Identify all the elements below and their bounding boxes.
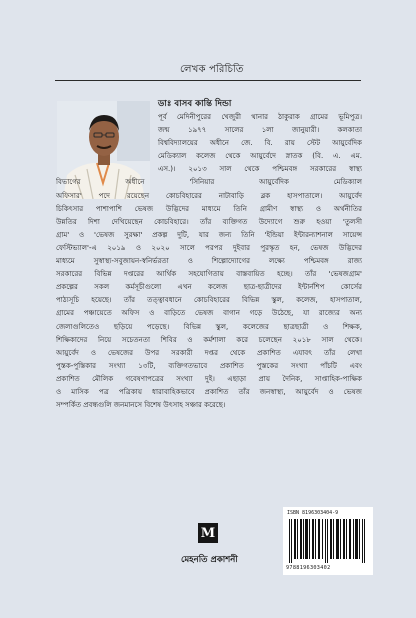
bio-line: আয়ুর্বেদ ও ভেষজের উপর সরকারী দপ্তর থেকে প্রকাশিত এযাবৎ তাঁর লেখা — [56, 347, 362, 357]
bio-line: ও মাসিক পত্র পত্রিকায় ধারাবাহিকভাবে প্রকাশিত তাঁর জনস্বাস্থ্য, আয়ুর্বেদ ও ভেষজ — [56, 386, 362, 396]
author-name: ডাঃ বাসব কান্তি দিন্ডা — [158, 99, 232, 109]
bio-line: জেলাগুলিতেও ছড়িয়ে পড়েছে। বিভিন্ন স্কুল, কলেজের ছাত্রছাত্রী ও শিক্ষক, — [56, 321, 362, 331]
bio-line: পুস্তক-পুস্তিকার সংখ্যা ১৩টি, ব্যক্তিগতভাবে প্রকাশিত পুস্তকের সংখ্যা পাঁচটি এবং — [56, 360, 362, 370]
bio-line: উন্নতির দিশা দেখিয়েছেন কোচবিহারে। তাঁর ব্যক্তিগত উদ্যোগে শুরু হওয়া 'তুলসী — [56, 216, 362, 226]
isbn-label: ISBN 8196303404-9 — [287, 510, 339, 516]
bio-line: গ্রাম' ও 'ভেষজ সুরক্ষা' প্রকল্প দুটি, যার জন্য তিনি 'ইন্ডিয়া ইন্টারন্যাশনাল সায়েন্স — [56, 229, 362, 239]
isbn-barcode-box — [283, 507, 373, 575]
bio-line: প্রকল্পের সকল কর্মসূচীগুলো এখন কলেজ ছাত্র-ছাত্রীদের ইন্টার্নশিপ কোর্সের — [56, 282, 362, 292]
bio-line: পূর্ব মেদিনীপুরের খেজুরী থানার ঠাকুরাক গ্রামের ভূমিপুত্র। — [158, 112, 362, 121]
bio-line: সরকারের বিভিন্ন দপ্তরের আর্থিক সহযোগিতায় বাস্তবায়িত হচ্ছে। তাঁর 'ভেষজগ্রাম' — [56, 269, 362, 279]
author-bio — [56, 110, 362, 411]
bio-line: গ্রামের পঞ্চায়েতে অফিস ও বাড়িতে ভেষজ বাগান গড়ে উঠেছে, যা রাজ্যের অন্য — [56, 308, 362, 318]
section-title: লেখক পরিচিতি — [180, 64, 244, 75]
bio-line: পাঠ্যসূচি হয়েছে। তাঁর তত্ত্বাবধানে কোচবিহারের বিভিন্ন স্কুল, কলেজ, হাসপাতাল, — [56, 295, 362, 305]
publisher-logo: M — [198, 523, 218, 543]
bio-line: ফেস্টিভ্যাল'-এ ২০১৯ ও ২০২০ সালে পরপর দুইবার পুরস্কৃত হন, ভেষজ উদ্ভিদের — [56, 242, 362, 252]
bio-line: মাধ্যমে সুস্বাস্থ্য-সবুজায়ন-স্বনির্ভরতা ও শিল্পোদ্যোগের লক্ষ্যে পশ্চিমবঙ্গ রাজ্য — [56, 256, 362, 266]
bio-line: বিভাগের অধীনে 'সিনিয়ার আয়ুর্বেদিক মেডিক্যাল — [56, 177, 362, 187]
bio-line: অফিসার' পদে রয়েছেন কোচবিহারের নাটাবাড়ি ব্লক হাসপাতালে। আয়ুর্বেদ — [56, 190, 362, 200]
bio-line: এস.)। ২০১৩ সাল থেকে পশ্চিমবঙ্গ সরকারের স্বাস্থ্য — [158, 164, 362, 174]
isbn-number: 9788196303402 — [286, 565, 331, 571]
bio-line: জন্ম ১৯৭৭ সালের ১লা জানুয়ারী। কলকাতা — [158, 125, 362, 135]
bio-line: সম্পর্কিত প্রবন্ধগুলি জনমানসে বিশেষ উৎসাহ সঞ্চার করেছে। — [56, 400, 226, 410]
bio-line: প্রকাশিত মৌলিক গবেষণাপত্রের সংখ্যা দুই। এছাড়া প্রায় দৈনিক, সাপ্তাহিক-পাক্ষিক — [56, 373, 362, 383]
bio-line: শিক্ষিকাদের নিয়ে সচেতনতা শিবির ও কর্মশালা করে চলেছেন ২০১৮ সাল থেকে। — [56, 334, 362, 344]
bio-line: চিকিৎসার পাশাপাশি ভেষজ উদ্ভিদের মাধ্যমে তিনি গ্রামীণ স্বাস্থ্য ও অর্থনীতির — [56, 203, 362, 213]
barcode-icon — [287, 519, 369, 563]
publisher-name: মেহনতি প্রকাশনী — [181, 555, 238, 565]
bio-line: মেডিক্যাল কলেজ থেকে আয়ুর্বেদে স্নাতক (বি. এ. এম. — [158, 151, 362, 161]
title-divider — [55, 80, 361, 81]
bio-line: বিশ্ববিদ্যালয়ের অধীনে জে. বি. রায় স্টেট আয়ুর্বেদিক — [158, 138, 362, 148]
